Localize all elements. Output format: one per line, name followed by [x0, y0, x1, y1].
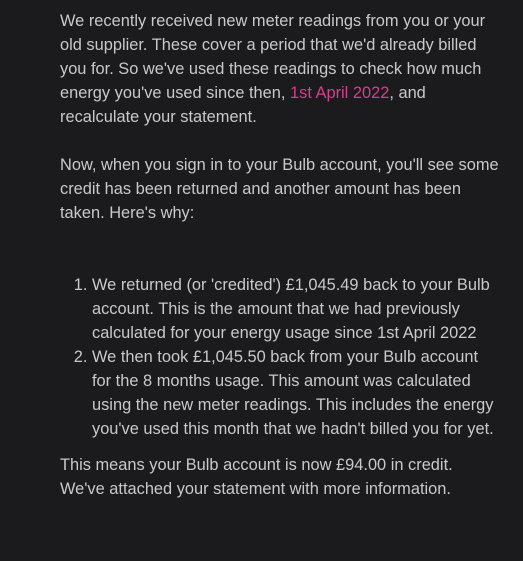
intro-text-before: We recently received new meter readings from you or your old supplier. These cover a period that we'd already billed you for. So we've used these readings to check how much energy you've used since then,: [60, 12, 486, 102]
list-item-credited: 1. We returned (or 'credited') £1,045.49 back to your Bulb account. This is the amount that we had previously calculated for your energy usage since 1st April 2022: [92, 273, 500, 345]
summary-paragraph: This means your Bulb account is now £94.00 in credit. We've attached your statement with more information.: [60, 456, 453, 498]
email-body: [60, 9, 500, 501]
list-item-taken: 2. We then took £1,045.50 back from your Bulb account for the 8 months usage. This amount was calculated using the new meter readings. This includes the energy you've used this month that we hadn't billed you for yet.: [92, 345, 500, 441]
date-link[interactable]: 1st April 2022: [290, 84, 390, 102]
explanation-paragraph: Now, when you sign in to your Bulb account, you'll see some credit has been returned and another amount has been taken. Here's why:: [60, 156, 499, 222]
intro-text-after: , and recalculate your statement.: [60, 84, 426, 126]
intro-paragraph: [60, 9, 500, 129]
breakdown-list: [60, 273, 500, 441]
